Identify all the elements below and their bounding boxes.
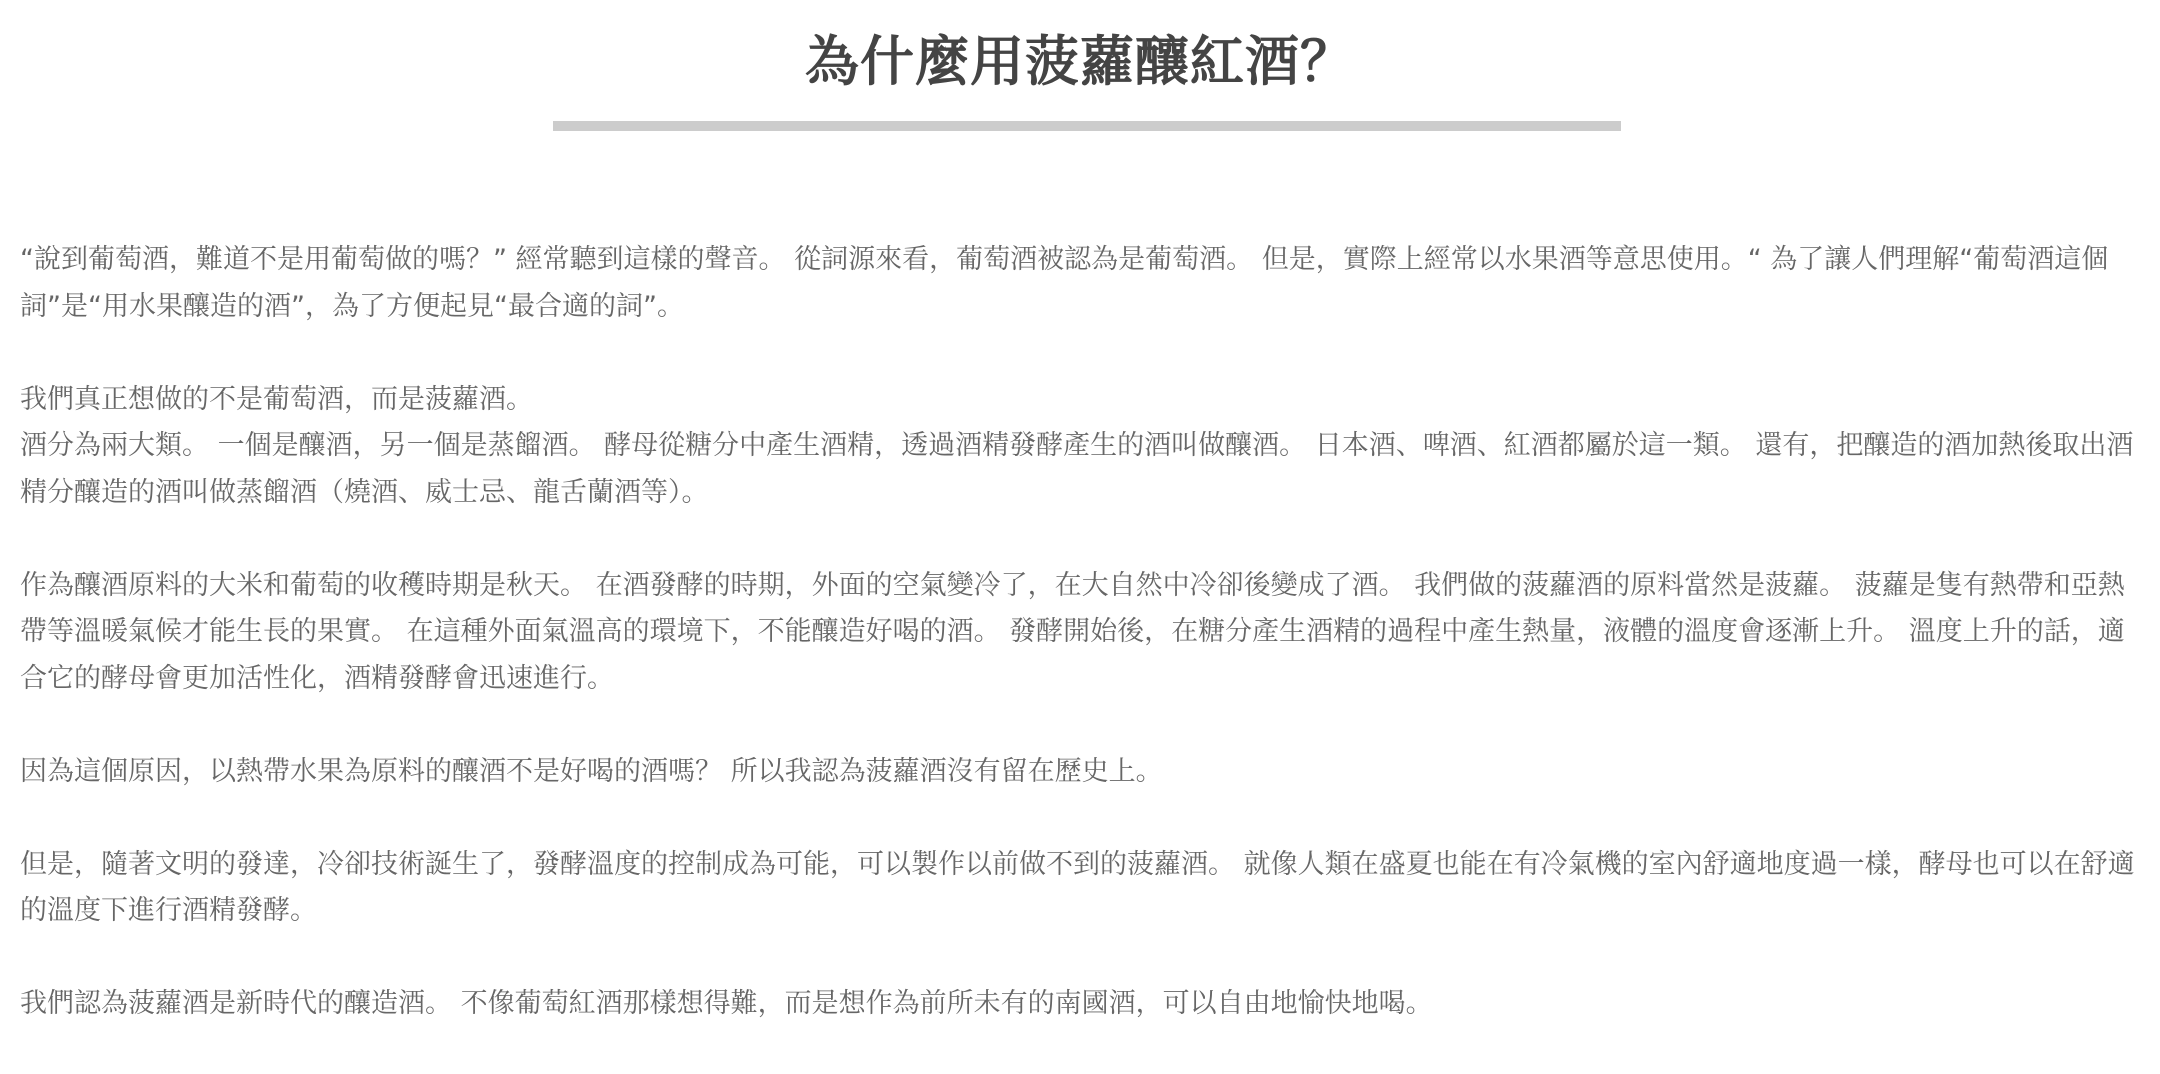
paragraph-reason: 因為這個原因，以熱帶水果為原料的釀酒不是好喝的酒嗎？ 所以我認為菠蘿酒沒有留在歷史上。 (20, 755, 1163, 787)
page-title: 為什麼用菠蘿釀紅酒？ (805, 30, 1355, 93)
paragraph-alcohol-types: 酒分為兩大類。 一個是釀酒，另一個是蒸餾酒。 酵母從糖分中產生酒精，透過酒精發酵產生的酒叫做釀酒。 日本酒、啤酒、紅酒都屬於這一類。 還有，把釀造的酒加熱後取出酒精分釀造的酒叫做蒸餾酒（燒酒、威士忌、龍舌蘭酒等）。 (20, 430, 2134, 508)
title-divider (553, 121, 1621, 131)
paragraph-intro: “說到葡萄酒，難道不是用葡萄做的嗎？” 經常聽到這樣的聲音。 從詞源來看，葡萄酒被認為是葡萄酒。 但是，實際上經常以水果酒等意思使用。“ 為了讓人們理解“葡萄酒這個詞”是“用水果釀造的酒”，為了方便起見“最合適的詞”。 (20, 244, 2109, 322)
paragraph-cooling-tech: 但是，隨著文明的發達，冷卻技術誕生了，發酵溫度的控制成為可能，可以製作以前做不到的菠蘿酒。 就像人類在盛夏也能在有冷氣機的室內舒適地度過一樣，酵母也可以在舒適的溫度下進行酒精發酵。 (20, 848, 2135, 926)
paragraph-harvest: 作為釀酒原料的大米和葡萄的收穫時期是秋天。 在酒發酵的時期，外面的空氣變冷了，在大自然中冷卻後變成了酒。 我們做的菠蘿酒的原料當然是菠蘿。 菠蘿是隻有熱帶和亞熱帶等溫暖氣候才能生長的果實。 在這種外面氣溫高的環境下，不能釀造好喝的酒。 發酵開始後，在糖分產生酒精的過程中產生熱量，液體的溫度會逐漸上升。 溫度上升的話，適合它的酵母會更加活性化，酒精發酵會迅速進行。 (20, 569, 2125, 694)
article-body (20, 237, 2150, 1074)
paragraph-goal: 我們真正想做的不是葡萄酒，而是菠蘿酒。 (20, 383, 533, 415)
paragraph-conclusion: 我們認為菠蘿酒是新時代的釀造酒。 不像葡萄紅酒那樣想得難，而是想作為前所未有的南國酒，可以自由地愉快地喝。 (20, 988, 1433, 1019)
